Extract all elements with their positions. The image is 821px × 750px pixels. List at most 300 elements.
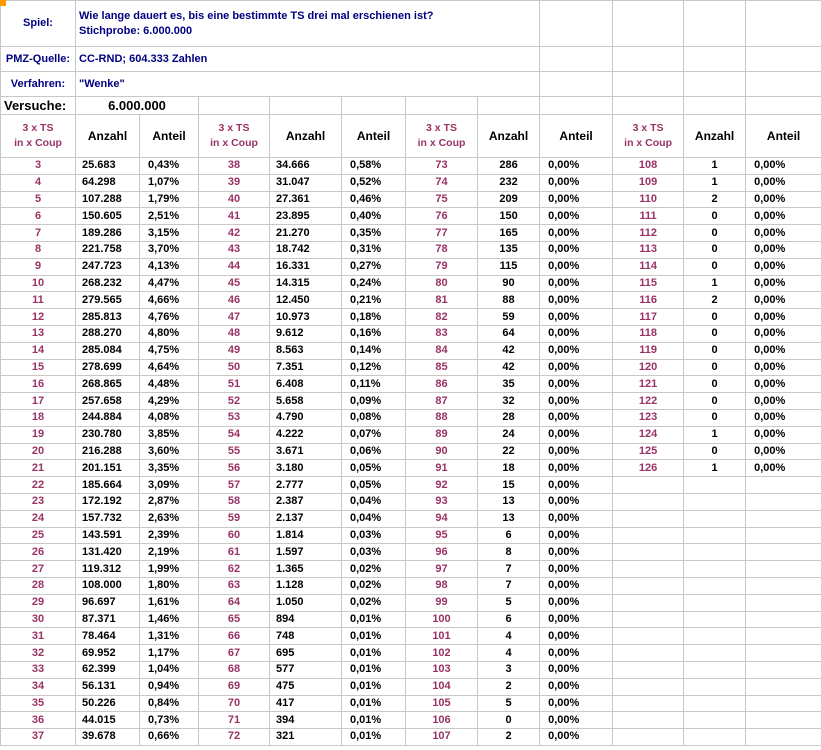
cell-coup[interactable]: 36	[1, 712, 76, 729]
cell-coup[interactable]: 51	[199, 376, 270, 393]
cell-anzahl[interactable]: 12.450	[270, 292, 342, 309]
cell-anzahl[interactable]: 28	[478, 409, 540, 426]
cell-anzahl[interactable]: 247.723	[76, 258, 140, 275]
cell-coup[interactable]: 10	[1, 275, 76, 292]
cell-anzahl[interactable]: 894	[270, 611, 342, 628]
cell-coup[interactable]: 8	[1, 241, 76, 258]
cell-anteil[interactable]: 4,29%	[140, 393, 199, 410]
cell-anteil[interactable]: 0,09%	[342, 393, 406, 410]
cell-anzahl[interactable]: 0	[684, 342, 746, 359]
pmz-value[interactable]: CC-RND; 604.333 Zahlen	[76, 47, 540, 72]
cell-anteil[interactable]: 2,63%	[140, 510, 199, 527]
cell[interactable]	[613, 527, 684, 544]
cell-anzahl[interactable]: 56.131	[76, 678, 140, 695]
cell-anteil[interactable]: 0,66%	[140, 729, 199, 746]
cell[interactable]	[613, 72, 684, 97]
cell-anteil[interactable]: 1,79%	[140, 191, 199, 208]
cell-coup[interactable]: 121	[613, 376, 684, 393]
cell-coup[interactable]: 71	[199, 712, 270, 729]
cell-anteil[interactable]: 0,00%	[746, 241, 821, 258]
cell-coup[interactable]: 40	[199, 191, 270, 208]
cell-anteil[interactable]: 0,07%	[342, 426, 406, 443]
cell-anteil[interactable]: 0,00%	[540, 208, 613, 225]
cell-anzahl[interactable]: 87.371	[76, 611, 140, 628]
cell-coup[interactable]: 18	[1, 409, 76, 426]
spiel-value[interactable]	[76, 1, 540, 47]
cell-anzahl[interactable]: 1.597	[270, 544, 342, 561]
cell-anzahl[interactable]: 288.270	[76, 325, 140, 342]
cell[interactable]	[684, 729, 746, 746]
cell[interactable]	[684, 510, 746, 527]
cell-anteil[interactable]: 0,16%	[342, 325, 406, 342]
cell-anteil[interactable]: 0,40%	[342, 208, 406, 225]
cell-coup[interactable]: 57	[199, 477, 270, 494]
cell-coup[interactable]: 30	[1, 611, 76, 628]
cell-anzahl[interactable]: 257.658	[76, 393, 140, 410]
cell-anzahl[interactable]: 107.288	[76, 191, 140, 208]
cell-coup[interactable]: 88	[406, 409, 478, 426]
cell-anzahl[interactable]: 0	[478, 712, 540, 729]
cell-anteil[interactable]: 2,19%	[140, 544, 199, 561]
cell-anteil[interactable]: 0,00%	[746, 158, 821, 175]
cell-anzahl[interactable]: 4	[478, 628, 540, 645]
cell-anteil[interactable]: 0,00%	[746, 275, 821, 292]
cell-anteil[interactable]: 0,00%	[540, 241, 613, 258]
cell-anteil[interactable]: 0,00%	[540, 325, 613, 342]
header-coup-2[interactable]	[199, 115, 270, 158]
cell-coup[interactable]: 65	[199, 611, 270, 628]
cell-coup[interactable]: 118	[613, 325, 684, 342]
cell-anzahl[interactable]: 2	[684, 292, 746, 309]
cell-coup[interactable]: 109	[613, 174, 684, 191]
cell[interactable]	[684, 594, 746, 611]
cell-anteil[interactable]: 1,04%	[140, 661, 199, 678]
cell-anteil[interactable]: 0,08%	[342, 409, 406, 426]
cell-anzahl[interactable]: 268.232	[76, 275, 140, 292]
cell-coup[interactable]: 70	[199, 695, 270, 712]
cell-coup[interactable]: 64	[199, 594, 270, 611]
cell-anteil[interactable]: 4,47%	[140, 275, 199, 292]
cell-coup[interactable]: 53	[199, 409, 270, 426]
cell-anzahl[interactable]: 189.286	[76, 225, 140, 242]
header-anzahl-3[interactable]: Anzahl	[478, 115, 540, 158]
cell-anteil[interactable]: 0,00%	[746, 225, 821, 242]
cell-coup[interactable]: 103	[406, 661, 478, 678]
cell-anteil[interactable]: 0,01%	[342, 712, 406, 729]
cell-anzahl[interactable]: 44.015	[76, 712, 140, 729]
cell-anteil[interactable]: 2,39%	[140, 527, 199, 544]
cell-coup[interactable]: 67	[199, 645, 270, 662]
cell-coup[interactable]: 106	[406, 712, 478, 729]
cell[interactable]	[746, 72, 821, 97]
cell-coup[interactable]: 119	[613, 342, 684, 359]
cell-anteil[interactable]: 0,00%	[540, 628, 613, 645]
header-anteil-1[interactable]: Anteil	[140, 115, 199, 158]
cell-anteil[interactable]: 0,21%	[342, 292, 406, 309]
cell[interactable]	[746, 1, 821, 47]
cell[interactable]	[540, 72, 613, 97]
cell-anzahl[interactable]: 5	[478, 594, 540, 611]
cell-anzahl[interactable]: 1	[684, 460, 746, 477]
cell-coup[interactable]: 77	[406, 225, 478, 242]
cell-coup[interactable]: 63	[199, 577, 270, 594]
cell-anteil[interactable]: 0,03%	[342, 527, 406, 544]
cell-coup[interactable]: 86	[406, 376, 478, 393]
verfahren-label[interactable]: Verfahren:	[1, 72, 76, 97]
cell[interactable]	[746, 678, 821, 695]
cell-anteil[interactable]: 0,00%	[540, 544, 613, 561]
cell[interactable]	[746, 594, 821, 611]
cell-anteil[interactable]: 0,00%	[540, 443, 613, 460]
cell-anteil[interactable]: 0,31%	[342, 241, 406, 258]
cell-anzahl[interactable]: 135	[478, 241, 540, 258]
cell-anteil[interactable]: 0,00%	[746, 191, 821, 208]
cell-coup[interactable]: 17	[1, 393, 76, 410]
cell-anteil[interactable]: 0,00%	[540, 594, 613, 611]
cell-coup[interactable]: 125	[613, 443, 684, 460]
cell[interactable]	[613, 628, 684, 645]
cell-anzahl[interactable]: 18.742	[270, 241, 342, 258]
cell[interactable]	[684, 493, 746, 510]
cell-anteil[interactable]: 0,01%	[342, 611, 406, 628]
cell[interactable]	[746, 510, 821, 527]
cell[interactable]	[613, 645, 684, 662]
cell-coup[interactable]: 31	[1, 628, 76, 645]
cell-coup[interactable]: 50	[199, 359, 270, 376]
cell-coup[interactable]: 93	[406, 493, 478, 510]
cell-anzahl[interactable]: 748	[270, 628, 342, 645]
cell-anzahl[interactable]: 69.952	[76, 645, 140, 662]
cell-coup[interactable]: 33	[1, 661, 76, 678]
cell-anteil[interactable]: 0,06%	[342, 443, 406, 460]
cell-anteil[interactable]: 0,02%	[342, 577, 406, 594]
cell-anzahl[interactable]: 115	[478, 258, 540, 275]
cell-coup[interactable]: 100	[406, 611, 478, 628]
cell-anzahl[interactable]: 1	[684, 158, 746, 175]
cell-anteil[interactable]: 0,00%	[746, 443, 821, 460]
cell-anteil[interactable]: 4,66%	[140, 292, 199, 309]
cell-anzahl[interactable]: 39.678	[76, 729, 140, 746]
cell-anteil[interactable]: 3,70%	[140, 241, 199, 258]
cell-anteil[interactable]: 0,04%	[342, 493, 406, 510]
cell-coup[interactable]: 24	[1, 510, 76, 527]
cell-anzahl[interactable]: 695	[270, 645, 342, 662]
cell-anzahl[interactable]: 0	[684, 359, 746, 376]
cell-anteil[interactable]: 0,00%	[540, 275, 613, 292]
cell[interactable]	[613, 477, 684, 494]
cell-anteil[interactable]: 0,00%	[540, 712, 613, 729]
cell-coup[interactable]: 46	[199, 292, 270, 309]
cell[interactable]	[746, 695, 821, 712]
cell-anteil[interactable]: 0,00%	[746, 174, 821, 191]
cell-anteil[interactable]: 0,00%	[746, 376, 821, 393]
cell-anteil[interactable]: 0,01%	[342, 729, 406, 746]
cell[interactable]	[684, 1, 746, 47]
cell[interactable]	[746, 661, 821, 678]
cell-anzahl[interactable]: 3.671	[270, 443, 342, 460]
cell-coup[interactable]: 117	[613, 309, 684, 326]
cell[interactable]	[540, 47, 613, 72]
cell-coup[interactable]: 11	[1, 292, 76, 309]
cell-anteil[interactable]: 0,05%	[342, 477, 406, 494]
cell-anteil[interactable]: 0,18%	[342, 309, 406, 326]
cell-anteil[interactable]: 0,00%	[746, 258, 821, 275]
cell-anzahl[interactable]: 3	[478, 661, 540, 678]
cell-coup[interactable]: 9	[1, 258, 76, 275]
cell[interactable]	[684, 544, 746, 561]
cell[interactable]	[684, 561, 746, 578]
cell-anteil[interactable]: 0,00%	[746, 426, 821, 443]
cell-anzahl[interactable]: 286	[478, 158, 540, 175]
cell[interactable]	[613, 729, 684, 746]
cell-coup[interactable]: 73	[406, 158, 478, 175]
cell-anteil[interactable]: 0,00%	[540, 258, 613, 275]
cell[interactable]	[613, 611, 684, 628]
cell-anteil[interactable]: 0,00%	[746, 309, 821, 326]
cell-anzahl[interactable]: 18	[478, 460, 540, 477]
cell-anzahl[interactable]: 5	[478, 695, 540, 712]
cell-anzahl[interactable]: 2	[478, 678, 540, 695]
cell-anzahl[interactable]: 0	[684, 208, 746, 225]
cell-coup[interactable]: 5	[1, 191, 76, 208]
cell-anteil[interactable]: 0,00%	[540, 678, 613, 695]
cell-anzahl[interactable]: 157.732	[76, 510, 140, 527]
cell[interactable]	[684, 47, 746, 72]
cell-coup[interactable]: 7	[1, 225, 76, 242]
cell-coup[interactable]: 81	[406, 292, 478, 309]
cell-anzahl[interactable]: 321	[270, 729, 342, 746]
cell-coup[interactable]: 94	[406, 510, 478, 527]
cell-anzahl[interactable]: 8.563	[270, 342, 342, 359]
cell-coup[interactable]: 89	[406, 426, 478, 443]
cell-coup[interactable]: 96	[406, 544, 478, 561]
cell-anzahl[interactable]: 0	[684, 241, 746, 258]
cell[interactable]	[613, 678, 684, 695]
cell-coup[interactable]: 113	[613, 241, 684, 258]
cell-anzahl[interactable]: 22	[478, 443, 540, 460]
cell-anzahl[interactable]: 27.361	[270, 191, 342, 208]
cell-anteil[interactable]: 0,00%	[746, 393, 821, 410]
cell[interactable]	[613, 544, 684, 561]
cell-anzahl[interactable]: 88	[478, 292, 540, 309]
cell-anzahl[interactable]: 4	[478, 645, 540, 662]
cell-coup[interactable]: 69	[199, 678, 270, 695]
cell-anteil[interactable]: 0,05%	[342, 460, 406, 477]
cell-anteil[interactable]: 0,00%	[540, 174, 613, 191]
cell-coup[interactable]: 60	[199, 527, 270, 544]
cell-anteil[interactable]: 0,03%	[342, 544, 406, 561]
cell-coup[interactable]: 35	[1, 695, 76, 712]
cell-coup[interactable]: 107	[406, 729, 478, 746]
cell[interactable]	[746, 729, 821, 746]
cell-coup[interactable]: 84	[406, 342, 478, 359]
cell-anteil[interactable]: 0,01%	[342, 678, 406, 695]
cell-anteil[interactable]: 0,04%	[342, 510, 406, 527]
cell[interactable]	[199, 97, 270, 115]
cell-coup[interactable]: 15	[1, 359, 76, 376]
cell-anzahl[interactable]: 1	[684, 275, 746, 292]
cell-coup[interactable]: 79	[406, 258, 478, 275]
cell-anzahl[interactable]: 4.790	[270, 409, 342, 426]
header-anzahl-1[interactable]: Anzahl	[76, 115, 140, 158]
cell-coup[interactable]: 23	[1, 493, 76, 510]
cell-coup[interactable]: 3	[1, 158, 76, 175]
cell-coup[interactable]: 116	[613, 292, 684, 309]
cell-anzahl[interactable]: 0	[684, 309, 746, 326]
cell-anzahl[interactable]: 1.365	[270, 561, 342, 578]
cell[interactable]	[613, 594, 684, 611]
cell-anzahl[interactable]: 577	[270, 661, 342, 678]
cell-anteil[interactable]: 0,00%	[540, 477, 613, 494]
cell-anzahl[interactable]: 7	[478, 561, 540, 578]
cell-coup[interactable]: 115	[613, 275, 684, 292]
cell-anzahl[interactable]: 0	[684, 258, 746, 275]
cell-coup[interactable]: 32	[1, 645, 76, 662]
cell-coup[interactable]: 92	[406, 477, 478, 494]
cell-anteil[interactable]: 0,00%	[540, 225, 613, 242]
cell-anteil[interactable]: 0,00%	[540, 359, 613, 376]
cell-anzahl[interactable]: 150	[478, 208, 540, 225]
cell-coup[interactable]: 37	[1, 729, 76, 746]
cell-anteil[interactable]: 0,11%	[342, 376, 406, 393]
cell[interactable]	[540, 1, 613, 47]
header-anteil-3[interactable]: Anteil	[540, 115, 613, 158]
cell-coup[interactable]: 126	[613, 460, 684, 477]
cell[interactable]	[746, 47, 821, 72]
cell-anzahl[interactable]: 119.312	[76, 561, 140, 578]
cell-anzahl[interactable]: 0	[684, 376, 746, 393]
cell[interactable]	[613, 661, 684, 678]
cell-anteil[interactable]: 0,00%	[540, 393, 613, 410]
cell-coup[interactable]: 105	[406, 695, 478, 712]
header-anteil-2[interactable]: Anteil	[342, 115, 406, 158]
cell-anteil[interactable]: 0,00%	[540, 611, 613, 628]
cell-anzahl[interactable]: 2	[684, 191, 746, 208]
cell-anzahl[interactable]: 1.050	[270, 594, 342, 611]
cell[interactable]	[746, 611, 821, 628]
spiel-label[interactable]: Spiel:	[1, 1, 76, 47]
cell-anzahl[interactable]: 25.683	[76, 158, 140, 175]
cell-anzahl[interactable]: 35	[478, 376, 540, 393]
cell-anteil[interactable]: 1,46%	[140, 611, 199, 628]
cell-anteil[interactable]: 0,73%	[140, 712, 199, 729]
cell-coup[interactable]: 68	[199, 661, 270, 678]
cell-anzahl[interactable]: 475	[270, 678, 342, 695]
cell-coup[interactable]: 114	[613, 258, 684, 275]
cell-anteil[interactable]: 0,00%	[540, 527, 613, 544]
cell[interactable]	[406, 97, 478, 115]
cell-anzahl[interactable]: 172.192	[76, 493, 140, 510]
cell-anzahl[interactable]: 230.780	[76, 426, 140, 443]
cell-anzahl[interactable]: 0	[684, 443, 746, 460]
cell-coup[interactable]: 112	[613, 225, 684, 242]
cell-anzahl[interactable]: 108.000	[76, 577, 140, 594]
cell-anteil[interactable]: 0,00%	[746, 325, 821, 342]
cell[interactable]	[746, 645, 821, 662]
cell[interactable]	[746, 527, 821, 544]
cell-coup[interactable]: 56	[199, 460, 270, 477]
cell[interactable]	[684, 611, 746, 628]
cell-coup[interactable]: 29	[1, 594, 76, 611]
cell-anteil[interactable]: 0,00%	[540, 661, 613, 678]
cell-anzahl[interactable]: 3.180	[270, 460, 342, 477]
cell-anteil[interactable]: 0,00%	[540, 376, 613, 393]
cell-coup[interactable]: 45	[199, 275, 270, 292]
cell-anzahl[interactable]: 285.084	[76, 342, 140, 359]
cell-coup[interactable]: 59	[199, 510, 270, 527]
cell-anteil[interactable]: 0,46%	[342, 191, 406, 208]
cell-anzahl[interactable]: 78.464	[76, 628, 140, 645]
cell-anteil[interactable]: 0,24%	[342, 275, 406, 292]
cell-anzahl[interactable]: 32	[478, 393, 540, 410]
cell-anzahl[interactable]: 7	[478, 577, 540, 594]
header-coup-3[interactable]	[406, 115, 478, 158]
cell-anteil[interactable]: 4,64%	[140, 359, 199, 376]
cell-coup[interactable]: 26	[1, 544, 76, 561]
cell-coup[interactable]: 76	[406, 208, 478, 225]
cell-coup[interactable]: 6	[1, 208, 76, 225]
cell-anteil[interactable]: 0,00%	[540, 426, 613, 443]
cell-anzahl[interactable]: 1.814	[270, 527, 342, 544]
cell-anteil[interactable]: 0,84%	[140, 695, 199, 712]
cell-anteil[interactable]: 0,00%	[540, 342, 613, 359]
cell-coup[interactable]: 111	[613, 208, 684, 225]
cell-coup[interactable]: 19	[1, 426, 76, 443]
cell-anzahl[interactable]: 4.222	[270, 426, 342, 443]
cell[interactable]	[684, 527, 746, 544]
cell-coup[interactable]: 38	[199, 158, 270, 175]
cell-anteil[interactable]: 4,08%	[140, 409, 199, 426]
cell-anzahl[interactable]: 1	[684, 174, 746, 191]
versuche-label[interactable]: Versuche:	[1, 97, 76, 115]
cell-anzahl[interactable]: 64.298	[76, 174, 140, 191]
cell-anteil[interactable]: 0,00%	[746, 292, 821, 309]
cell[interactable]	[613, 1, 684, 47]
cell[interactable]	[746, 544, 821, 561]
cell-anteil[interactable]: 3,15%	[140, 225, 199, 242]
cell-coup[interactable]: 20	[1, 443, 76, 460]
cell-anzahl[interactable]: 6.408	[270, 376, 342, 393]
header-anteil-4[interactable]: Anteil	[746, 115, 821, 158]
cell-coup[interactable]: 42	[199, 225, 270, 242]
cell-anteil[interactable]: 0,00%	[746, 208, 821, 225]
cell-coup[interactable]: 27	[1, 561, 76, 578]
cell-anteil[interactable]: 1,07%	[140, 174, 199, 191]
cell-anteil[interactable]: 0,43%	[140, 158, 199, 175]
cell-anteil[interactable]: 0,01%	[342, 695, 406, 712]
cell-anteil[interactable]: 0,01%	[342, 645, 406, 662]
cell-coup[interactable]: 48	[199, 325, 270, 342]
cell-anteil[interactable]: 0,00%	[746, 460, 821, 477]
cell-anzahl[interactable]: 0	[684, 225, 746, 242]
cell-anteil[interactable]: 0,02%	[342, 594, 406, 611]
cell[interactable]	[746, 493, 821, 510]
cell-anzahl[interactable]: 279.565	[76, 292, 140, 309]
cell-anteil[interactable]: 0,00%	[540, 729, 613, 746]
versuche-value[interactable]: 6.000.000	[76, 97, 199, 115]
cell-anzahl[interactable]: 2	[478, 729, 540, 746]
cell-anteil[interactable]: 0,00%	[540, 309, 613, 326]
cell-coup[interactable]: 13	[1, 325, 76, 342]
cell-anzahl[interactable]: 64	[478, 325, 540, 342]
cell-anteil[interactable]: 1,80%	[140, 577, 199, 594]
cell-anteil[interactable]: 0,00%	[540, 409, 613, 426]
cell-coup[interactable]: 22	[1, 477, 76, 494]
cell-anzahl[interactable]: 21.270	[270, 225, 342, 242]
cell-anzahl[interactable]: 62.399	[76, 661, 140, 678]
header-coup-1[interactable]	[1, 115, 76, 158]
cell[interactable]	[684, 97, 746, 115]
